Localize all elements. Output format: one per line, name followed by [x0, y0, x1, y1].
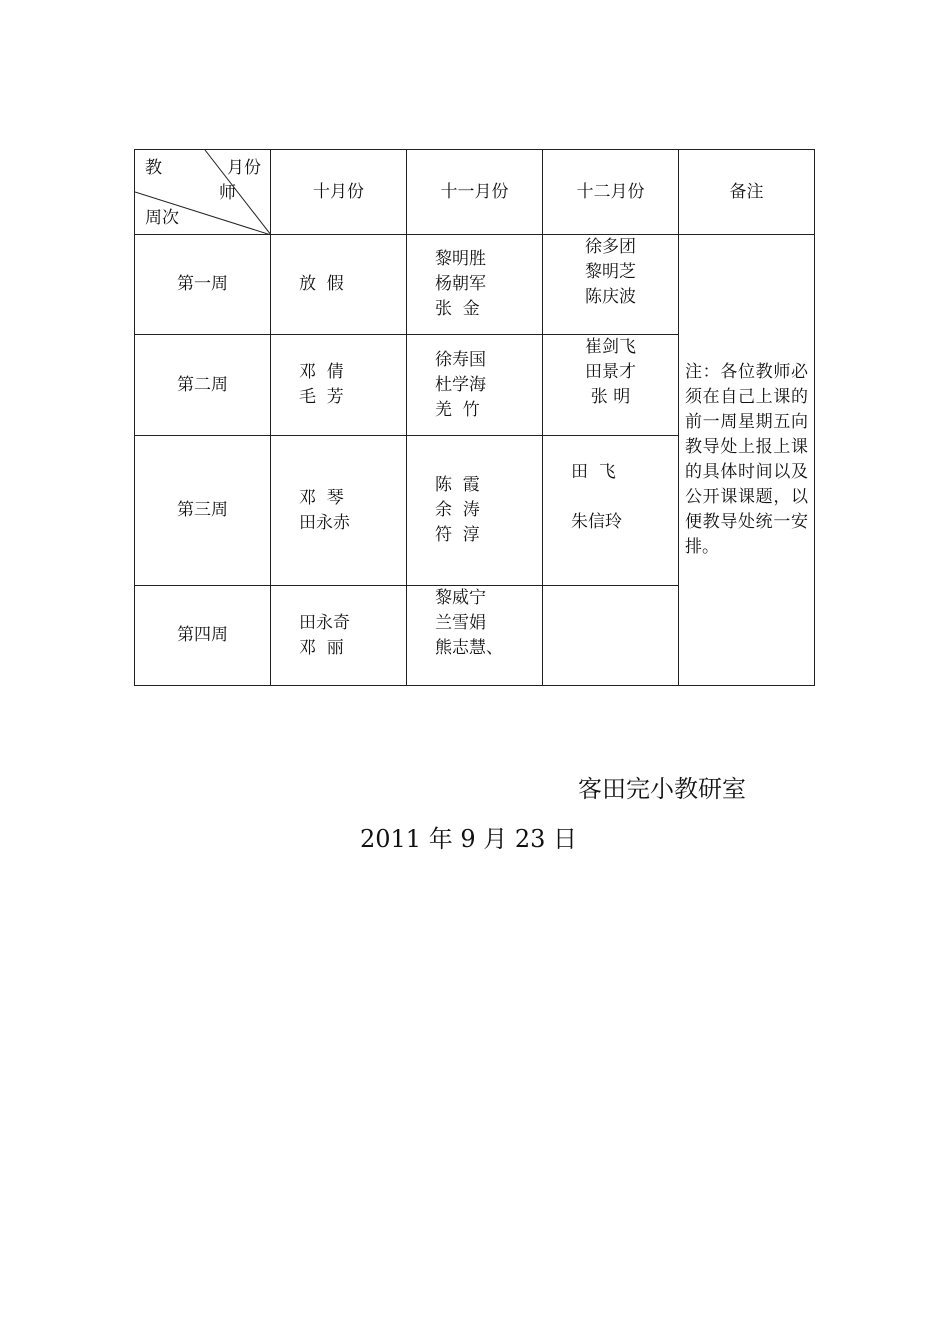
oct-teachers: [271, 586, 407, 686]
corner-cell: [135, 150, 271, 235]
teacher-name: 放 假: [299, 274, 344, 294]
teacher-name: 朱信玲: [571, 512, 622, 532]
dec-teachers: [543, 436, 679, 586]
teacher-name: 毛 芳: [299, 387, 344, 407]
month-header-oct: 十月份: [271, 150, 407, 235]
week-label: 第二周: [135, 335, 271, 436]
schedule-table: [134, 149, 815, 686]
corner-teacher-a: 教: [145, 158, 162, 178]
nov-teachers: [407, 335, 543, 436]
teacher-name: [571, 485, 678, 510]
month-header-nov: 十一月份: [407, 150, 543, 235]
dec-teachers-empty: [543, 586, 679, 686]
teacher-name: 邓 琴: [299, 487, 344, 508]
teacher-name: 杜学海: [435, 374, 486, 395]
teacher-name: 崔剑飞: [585, 337, 636, 357]
teacher-name: 田永赤: [299, 512, 350, 533]
teacher-name: 田景才: [585, 362, 636, 382]
remarks-note: 注：各位教师必须在自己上课的前一周星期五向教导处上报上课的具体时间以及公开课课题，以便教导处统一安排。: [679, 235, 815, 686]
teacher-name: 羌 竹: [435, 399, 480, 420]
teacher-name: 陈庆波: [585, 287, 636, 307]
table-row: [135, 235, 815, 335]
signature-date: 2011 年 9 月 23 日: [360, 825, 578, 853]
teacher-name: 邓 倩: [299, 362, 344, 382]
teacher-name: 符 淳: [435, 525, 480, 545]
teacher-name: 张 金: [435, 299, 480, 319]
header-row: [135, 150, 815, 235]
teacher-name: 徐多团: [585, 237, 636, 257]
week-label: 第一周: [135, 235, 271, 335]
teacher-name: 黎明胜: [435, 249, 486, 269]
week-label: 第四周: [135, 586, 271, 686]
teacher-name: 邓 丽: [299, 637, 344, 658]
nov-teachers: [407, 436, 543, 586]
nov-teachers: [407, 586, 543, 686]
teacher-name: 陈 霞: [435, 475, 480, 495]
week-label: 第三周: [135, 436, 271, 586]
teacher-name: 余 涛: [435, 500, 480, 520]
teacher-name: 田 飞: [571, 462, 616, 482]
teacher-name: 黎明芝: [585, 262, 636, 282]
month-header-dec: 十二月份: [543, 150, 679, 235]
corner-week: 周次: [145, 208, 179, 228]
nov-teachers: [407, 235, 543, 335]
dec-teachers: [543, 235, 679, 335]
oct-teachers: [271, 235, 407, 335]
teacher-name: 黎威宁: [435, 588, 486, 608]
teacher-name: 杨朝军: [435, 274, 486, 294]
teacher-name: 徐寿国: [435, 349, 486, 370]
signature-org: 客田完小教研室: [578, 775, 746, 803]
teacher-name: 张 明: [590, 387, 631, 407]
corner-month: 月份: [227, 158, 261, 178]
remarks-header: 备注: [679, 150, 815, 235]
teacher-name: 熊志慧、: [435, 638, 503, 658]
teacher-name: 兰雪娟: [435, 613, 486, 633]
oct-teachers: [271, 436, 407, 586]
dec-teachers: [543, 335, 679, 436]
oct-teachers: [271, 335, 407, 436]
corner-teacher-b: 师: [219, 183, 236, 203]
teacher-name: 田永奇: [299, 612, 350, 633]
